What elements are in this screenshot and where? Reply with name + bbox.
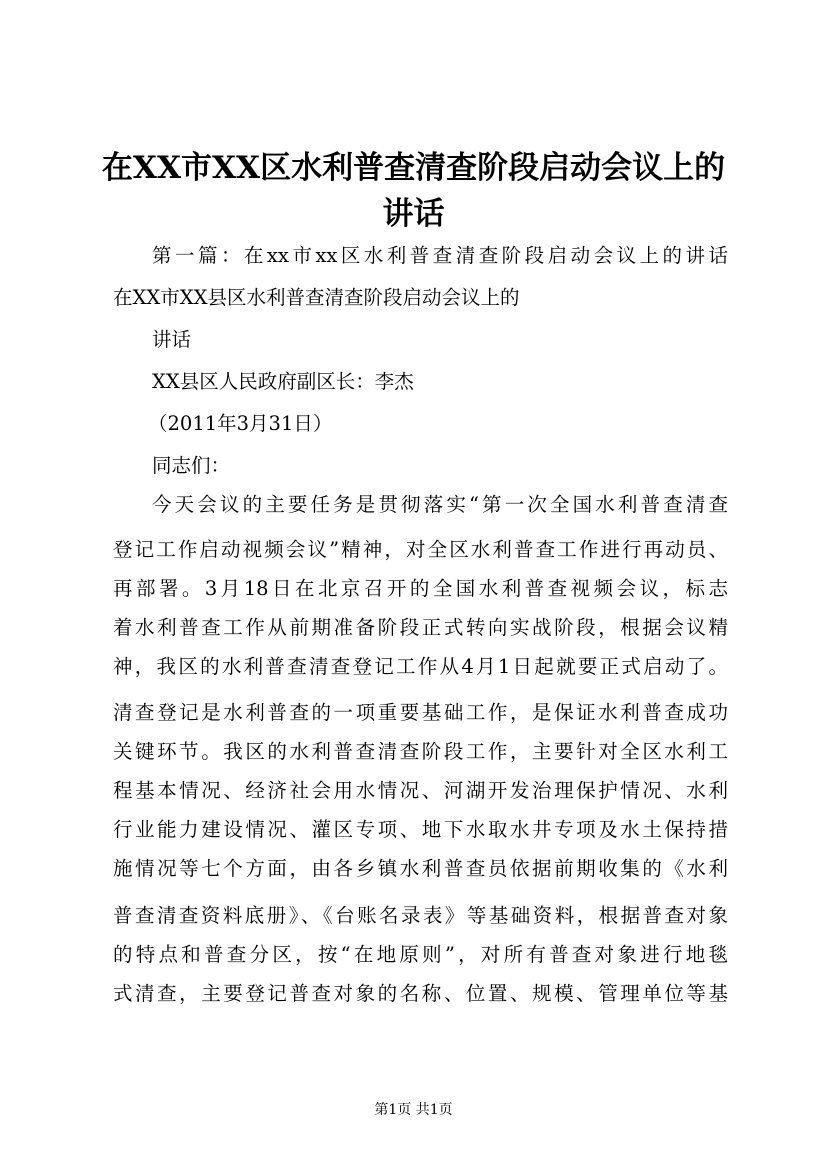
body-line: 清查登记是水利普查的一项重要基础工作，是保证水利普查成功 xyxy=(113,701,728,724)
body-line: 再部署。3月18日在北京召开的全国水利普查视频会议，标志 xyxy=(113,577,728,600)
body-line: 的特点和普查分区，按“在地原则”，对所有普查对象进行地毯 xyxy=(113,943,728,966)
section-heading: 第一篇：在xx市xx区水利普查清查阶段启动会议上的讲话 xyxy=(152,244,728,267)
body-line: 行业能力建设情况、灌区专项、地下水取水井专项及水土保持措 xyxy=(113,818,728,841)
body-line: 程基本情况、经济社会用水情况、河湖开发治理保护情况、水利 xyxy=(113,779,728,802)
subtitle-line: 在XX市XX县区水利普查清查阶段启动会议上的 xyxy=(113,286,520,309)
body-line: 式清查，主要登记普查对象的名称、位置、规模、管理单位等基 xyxy=(113,982,728,1005)
document-title-line-2: 讲话 xyxy=(382,196,445,232)
date-line: （2011年3月31日） xyxy=(148,412,333,435)
salutation-line: 同志们： xyxy=(152,454,231,477)
body-line: 着水利普查工作从前期准备阶段正式转向实战阶段，根据会议精 xyxy=(113,616,728,639)
body-line: 施情况等七个方面，由各乡镇水利普查员依据前期收集的《水利 xyxy=(113,857,728,880)
subtitle-continuation: 讲话 xyxy=(152,328,192,351)
body-line: 今天会议的主要任务是贯彻落实“第一次全国水利普查清查 xyxy=(152,493,728,516)
body-line: 普查清查资料底册》、《台账名录表》等基础资料，根据普查对象 xyxy=(113,904,728,927)
body-line: 关键环节。我区的水利普查清查阶段工作，主要针对全区水利工 xyxy=(113,740,728,763)
document-title-line-1: 在XX市XX区水利普查清查阶段启动会议上的 xyxy=(101,150,726,186)
body-line: 登记工作启动视频会议”精神，对全区水利普查工作进行再动员、 xyxy=(113,538,728,561)
speaker-line: XX县区人民政府副区长：李杰 xyxy=(152,370,414,393)
page-number-footer: 第1页 共1页 xyxy=(374,1102,453,1118)
body-line: 神，我区的水利普查清查登记工作从4月1日起就要正式启动了。 xyxy=(113,655,728,678)
